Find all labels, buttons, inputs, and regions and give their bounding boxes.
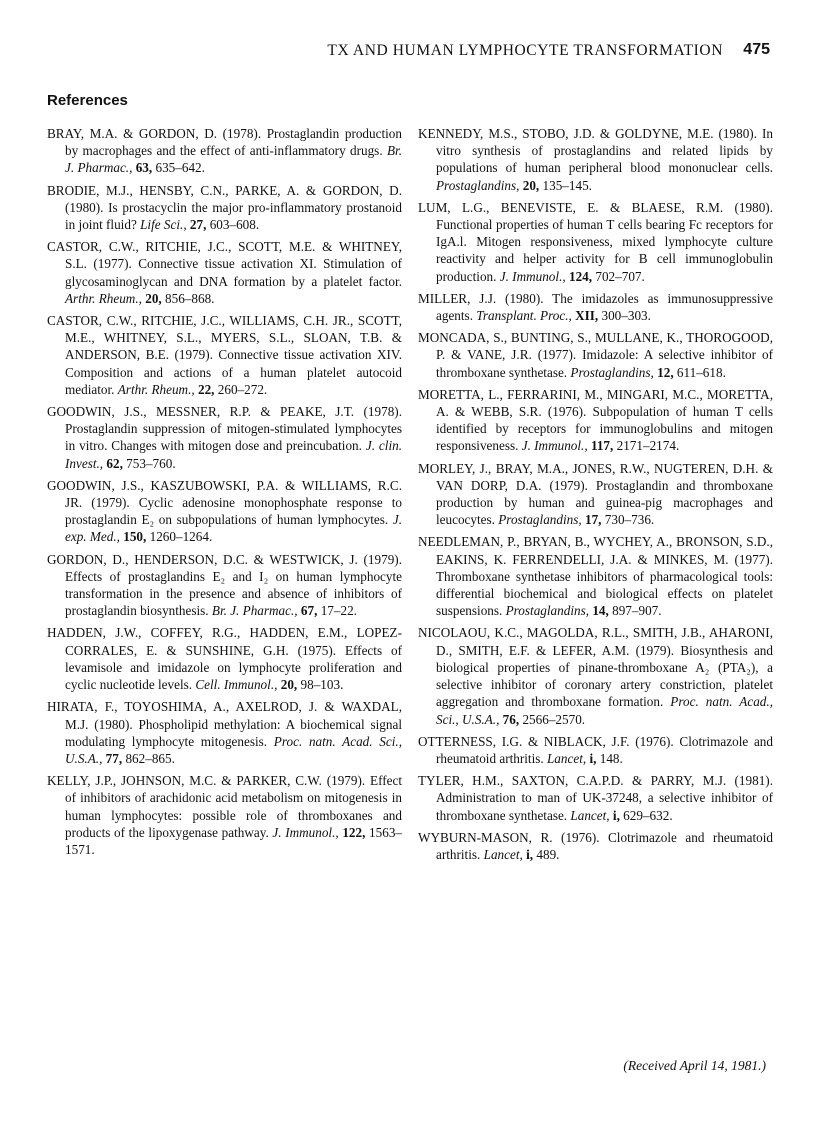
- reference-text: TYLER, H.M., SAXTON, C.A.P.D. & PARRY, M.J. (1981). Administration to man of UK-37248, a selective inhibitor of thromboxane synthetase.: [418, 773, 773, 823]
- reference-volume: 150,: [123, 529, 147, 545]
- reference-text: LUM, L.G., BENEVISTE, E. & BLAESE, R.M. (1980). Functional properties of human T cells bearing Fc receptors for IgA.l. Mitogen responsiveness, mixed lymphocyte culture reactivity and helper activity for B cell immunoglobulin production.: [418, 199, 773, 284]
- reference-volume: 17,: [584, 512, 602, 528]
- reference-volume: 20,: [280, 677, 298, 693]
- reference-journal: J. exp. Med.,: [65, 512, 402, 545]
- reference-text: BRAY, M.A. & GORDON, D. (1978). Prostaglandin production by macrophages and the effect of anti-inflammatory drugs.: [47, 126, 402, 159]
- reference-volume: 14,: [592, 603, 609, 619]
- running-title: TX AND HUMAN LYMPHOCYTE TRANSFORMATION: [327, 42, 723, 59]
- reference-text: MILLER, J.J. (1980). The imidazoles as immunosuppressive agents.: [418, 290, 773, 324]
- reference-journal: J. Immunol.,: [499, 268, 566, 284]
- reference-pages: 862–865.: [125, 750, 175, 766]
- received-date: (Received April 14, 1981.): [623, 1058, 766, 1073]
- reference-text: KENNEDY, M.S., STOBO, J.D. & GOLDYNE, M.E. (1980). In vitro synthesis of prostaglandins and related lipids by populations of human peripheral blood mononuclear cells.: [418, 126, 773, 176]
- reference-pages: 629–632.: [623, 807, 673, 823]
- reference-pages: 2171–2174.: [616, 438, 680, 454]
- reference-volume: 124,: [568, 268, 593, 284]
- reference-entry: [418, 460, 773, 529]
- reference-entry: [47, 403, 402, 472]
- reference-pages: 148.: [599, 750, 623, 766]
- reference-entry: [418, 733, 773, 767]
- reference-entry: [418, 386, 773, 455]
- reference-journal: Proc. natn. Acad. Sci., U.S.A.,: [65, 733, 402, 766]
- reference-text: NICOLAOU, K.C., MAGOLDA, R.L., SMITH, J.B., AHARONI, D., SMITH, E.F. & LEFER, A.M. (1979). Biosynthesis and biological properties of pinane-thromboxane A₂ (PTA₂), a selective inhibitor of coronary artery constriction, platelet aggregation and thromboxane formation.: [418, 625, 773, 710]
- reference-journal: Arthr. Rheum.,: [117, 381, 195, 397]
- reference-journal: Lancet,: [570, 807, 610, 823]
- reference-volume: 122,: [342, 824, 366, 840]
- reference-journal: Prostaglandins,: [570, 364, 654, 380]
- reference-pages: 98–103.: [300, 677, 344, 693]
- reference-text: CASTOR, C.W., RITCHIE, J.C., WILLIAMS, C.H. JR., SCOTT, M.E., WHITNEY, S.L., MYERS, S.L., SLOAN, T.B. & ANDERSON, B.E. (1979). Connective tissue activation XIV. Composition and actions of a human platelet autocoid mediator.: [47, 313, 402, 397]
- reference-pages: 17–22.: [320, 603, 357, 619]
- reference-pages: 730–736.: [604, 512, 655, 528]
- reference-journal: Prostaglandins,: [436, 177, 520, 193]
- reference-journal: J. Immunol.,: [521, 438, 588, 454]
- reference-entry: [418, 125, 773, 194]
- reference-volume: i,: [526, 846, 534, 862]
- references-column-left: [47, 125, 402, 863]
- reference-text: NEEDLEMAN, P., BRYAN, B., WYCHEY, A., BRONSON, S.D., EAKINS, K. FERRENDELLI, J.A. & MINKES, M. (1977). Thromboxane synthetase inhibitors of pharmacological tools: differential biochemical and biological effects on platelet suspensions.: [418, 534, 773, 619]
- reference-text: MONCADA, S., BUNTING, S., MULLANE, K., THOROGOOD, P. & VANE, J.R. (1977). Imidazole: A selective inhibitor of thromboxane synthetase.: [418, 330, 773, 380]
- reference-text: OTTERNESS, I.G. & NIBLACK, J.F. (1976). Clotrimazole and rheumatoid arthritis.: [418, 733, 773, 766]
- reference-pages: 300–303.: [601, 308, 651, 324]
- reference-journal: Lancet,: [546, 750, 587, 766]
- reference-text: BRODIE, M.J., HENSBY, C.N., PARKE, A. & GORDON, D. (1980). Is prostacyclin the major pro-inflammatory prostanoid in joint fluid?: [47, 182, 402, 233]
- reference-pages: 603–608.: [209, 217, 260, 233]
- reference-entry: [47, 312, 402, 398]
- reference-volume: 62,: [106, 455, 123, 471]
- reference-pages: 897–907.: [612, 603, 662, 619]
- references-heading: References: [47, 92, 128, 109]
- reference-entry: [418, 829, 773, 863]
- reference-text: HADDEN, J.W., COFFEY, R.G., HADDEN, E.M., LOPEZ-CORRALES, E. & SUNSHINE, G.H. (1975). Effects of levamisole and imidazole on lymphocyte proliferation and cyclic nucleotide levels.: [47, 625, 402, 693]
- reference-journal: J. Immunol.,: [272, 824, 339, 840]
- reference-entry: [418, 624, 773, 727]
- reference-text: MORETTA, L., FERRARINI, M., MINGARI, M.C., MORETTA, A. & WEBB, S.R. (1976). Subpopulation of human T cells identified by receptors for immunoglobulins and mitogen responsiveness.: [418, 386, 773, 454]
- page-header: [0, 40, 816, 62]
- reference-text: GOODWIN, J.S., MESSNER, R.P. & PEAKE, J.T. (1978). Prostaglandin suppression of mitogen-stimulated lymphocytes in vitro. Changes with mitogen dose and preincubation.: [47, 404, 402, 454]
- reference-pages: 2566–2570.: [522, 711, 586, 727]
- reference-volume: i,: [589, 750, 597, 766]
- reference-volume: 22,: [197, 381, 215, 397]
- reference-journal: Life Sci.,: [140, 217, 187, 233]
- reference-text: CASTOR, C.W., RITCHIE, J.C., SCOTT, M.E. & WHITNEY, S.L. (1977). Connective tissue activation XI. Stimulation of glycosaminoglycan and DNA formation by a platelet factor.: [47, 239, 402, 289]
- reference-pages: 489.: [536, 846, 560, 862]
- reference-volume: i,: [612, 807, 620, 823]
- reference-journal: Transplant. Proc.,: [476, 308, 572, 324]
- reference-entry: [418, 772, 773, 824]
- reference-volume: 76,: [502, 711, 520, 727]
- reference-volume: 20,: [522, 177, 540, 193]
- reference-pages: 753–760.: [126, 455, 176, 471]
- reference-pages: 1260–1264.: [149, 529, 213, 545]
- reference-journal: Prostaglandins,: [505, 603, 590, 619]
- reference-text: MORLEY, J., BRAY, M.A., JONES, R.W., NUGTEREN, D.H. & VAN DORP, D.A. (1979). Prostaglandin and thromboxane production by human and guinea-pig macrophages and leucocytes.: [418, 460, 773, 528]
- reference-text: GORDON, D., HENDERSON, D.C. & WESTWICK, J. (1979). Effects of prostaglandins E₂ and I₂ on human lymphocyte transformation in the presence and absence of inhibitors of prostaglandin biosynthesis.: [47, 551, 402, 619]
- reference-volume: 77,: [105, 750, 123, 766]
- reference-text: HIRATA, F., TOYOSHIMA, A., AXELROD, J. & WAXDAL, M.J. (1980). Phospholipid methylation: A biochemical signal modulating lymphocyte mitogenesis.: [47, 699, 402, 749]
- reference-pages: 702–707.: [595, 268, 645, 284]
- reference-journal: Br. J. Pharmac.,: [211, 603, 298, 619]
- reference-pages: 260–272.: [217, 381, 268, 397]
- reference-pages: 635–642.: [155, 160, 205, 176]
- reference-journal: Proc. natn. Acad., Sci., U.S.A.,: [436, 694, 773, 727]
- reference-entry: [418, 533, 773, 619]
- reference-entry: [47, 624, 402, 693]
- reference-entry: [418, 199, 773, 285]
- reference-entry: [418, 329, 773, 381]
- reference-entry: [47, 238, 402, 307]
- reference-journal: Br. J. Pharmac.,: [65, 143, 402, 176]
- reference-volume: 27,: [189, 217, 207, 233]
- reference-pages: 1563–1571.: [65, 824, 402, 857]
- reference-text: WYBURN-MASON, R. (1976). Clotrimazole and rheumatoid arthritis.: [418, 829, 773, 862]
- reference-entry: [47, 551, 402, 620]
- reference-volume: 12,: [657, 364, 674, 380]
- reference-volume: 20,: [145, 290, 162, 306]
- reference-pages: 856–868.: [165, 290, 215, 306]
- reference-volume: 63,: [135, 160, 153, 176]
- reference-journal: Cell. Immunol.,: [195, 677, 278, 693]
- reference-entry: [47, 182, 402, 234]
- reference-pages: 611–618.: [676, 364, 726, 380]
- reference-volume: 67,: [300, 603, 318, 619]
- reference-journal: Arthr. Rheum.,: [65, 290, 142, 306]
- reference-pages: 135–145.: [542, 177, 592, 193]
- reference-text: KELLY, J.P., JOHNSON, M.C. & PARKER, C.W. (1979). Effect of inhibitors of arachidonic acid metabolism on mitogenesis in human lymphocytes: possible role of thromboxanes and products of the lipoxygenase pathway.: [47, 773, 402, 840]
- reference-volume: XII,: [575, 308, 599, 324]
- reference-volume: 117,: [590, 438, 614, 454]
- reference-entry: [47, 698, 402, 767]
- reference-journal: Lancet,: [483, 846, 523, 862]
- reference-entry: [418, 290, 773, 324]
- reference-journal: Prostaglandins,: [498, 512, 582, 528]
- reference-entry: [47, 772, 402, 858]
- reference-entry: [47, 477, 402, 546]
- reference-text: GOODWIN, J.S., KASZUBOWSKI, P.A. & WILLIAMS, R.C. JR. (1979). Cyclic adenosine monophosphate response to prostaglandin E₂ on subpopulations of human lymphocytes.: [47, 477, 402, 528]
- references-column-right: [418, 125, 773, 868]
- reference-journal: J. clin. Invest.,: [65, 438, 403, 471]
- page-number: 475: [743, 41, 770, 58]
- reference-entry: [47, 125, 402, 177]
